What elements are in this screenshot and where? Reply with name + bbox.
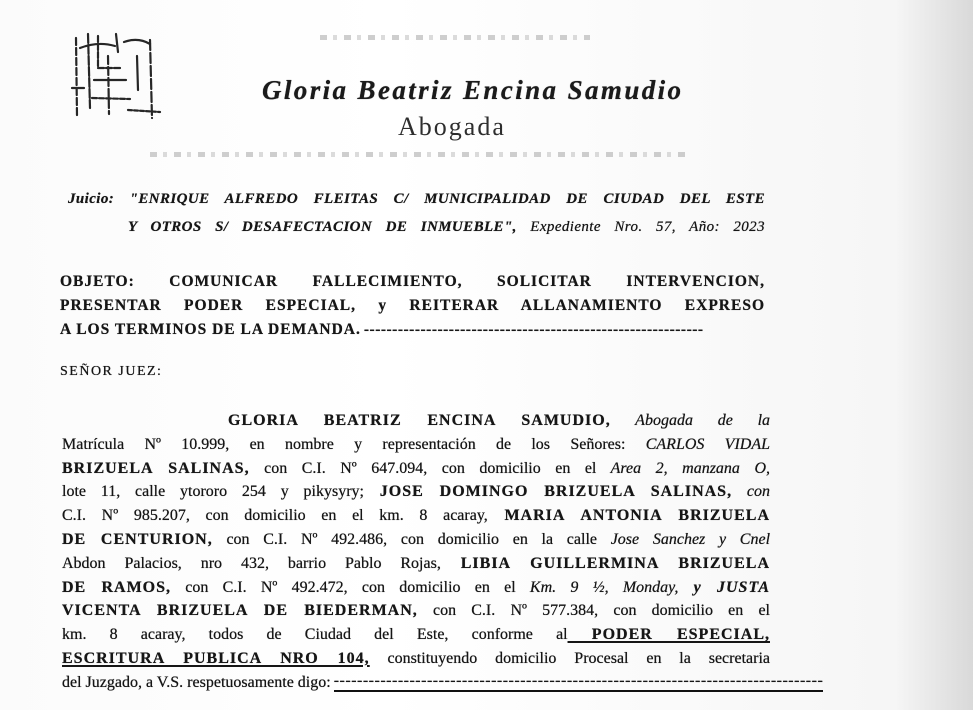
dash-leader: ------------------------------------------------------------------------------------ [334, 671, 824, 692]
text-run: Abogada de la [610, 412, 771, 429]
body-line [62, 409, 770, 433]
body-line [62, 576, 770, 600]
body-line [62, 552, 770, 576]
text-run: lote 11, calle ytororo 254 y pikysyry; [62, 483, 364, 501]
text-run: Abdon Palacios, nro 432, barrio Pablo Rojas, [62, 554, 441, 572]
body-line [62, 647, 770, 671]
underlined-text-run: PODER ESPECIAL, [567, 626, 770, 644]
text-run: con C.I. Nº 647.094, con domicilio en el [249, 459, 597, 477]
text-run: DE CENTURION, [62, 530, 213, 548]
text-run: y JUSTA [678, 578, 771, 596]
text-run: A LOS TERMINOS DE LA DEMANDA. [60, 321, 361, 338]
text-run: con C.I. Nº 492.486, con domicilio en la calle [212, 530, 597, 548]
text-run: BRIZUELA SALINAS, [62, 459, 250, 477]
text-run: Area 2, manzana O, [596, 459, 770, 477]
letterhead-name: Gloria Beatriz Encina Samudio [262, 75, 684, 105]
text-run: DE RAMOS, [62, 578, 172, 596]
illegible-address-line [150, 152, 690, 157]
text-run: Juicio: "ENRIQUE ALFREDO FLEITAS C/ MUNICIPALIDAD DE CIUDAD DEL ESTE [68, 191, 765, 207]
text-run: con C.I. Nº 492.472, con domicilio en el [171, 578, 516, 596]
underlined-text-run: ESCRITURA PUBLICA NRO 104, [62, 649, 370, 667]
text-run: PRESENTAR PODER ESPECIAL, y REITERAR ALLANAMIENTO EXPRESO [60, 297, 765, 314]
text-run: LIBIA GUILLERMINA BRIZUELA [440, 554, 770, 572]
body-line [62, 599, 770, 623]
salutation: SEÑOR JUEZ: [60, 364, 163, 379]
law-office-logo-icon [68, 28, 168, 123]
text-run: JOSE DOMINGO BRIZUELA SALINAS, [364, 483, 733, 501]
text-run: constituyendo domicilio Procesal en la secretaria [369, 649, 770, 667]
text-run: Jose Sanchez y Cnel [597, 530, 771, 548]
body-line [62, 504, 770, 528]
case-caption [68, 185, 765, 241]
text-run: MARIA ANTONIA BRIZUELA [487, 507, 770, 525]
objeto-line [60, 270, 765, 294]
text-run: con [732, 483, 771, 501]
body-line [62, 623, 770, 647]
objeto-line-text [60, 318, 361, 342]
text-run: C.I. Nº 985.207, con domicilio en el km. 8 acaray, [62, 507, 488, 525]
objeto-line [60, 318, 704, 342]
dash-leader: ------------------------------------------------------------ [363, 321, 704, 338]
text-run: km. 8 acaray, todos de Ciudad del Este, conforme al [62, 626, 568, 644]
text-run: Y OTROS S/ DESAFECTACION DE INMUEBLE", [128, 219, 517, 235]
body-line [62, 671, 824, 695]
body-line [62, 480, 770, 504]
caption-line [68, 185, 765, 213]
caption-line [68, 213, 765, 241]
text-run: Expediente Nro. 57, Año: 2023 [516, 219, 765, 235]
objeto-line [60, 294, 765, 318]
text-run: Matrícula Nº 10.999, en nombre y representación de los Señores: [62, 435, 626, 453]
text-run: CARLOS VIDAL [625, 435, 771, 453]
text-run: del Juzgado, a V.S. respetuosamente digo: [62, 673, 331, 691]
body-paragraph [62, 409, 824, 695]
text-run: con C.I. Nº 577.384, con domicilio en el [417, 602, 770, 620]
body-line [62, 528, 770, 552]
body-line-text [62, 671, 331, 695]
body-line [62, 433, 770, 457]
text-run: VICENTA BRIZUELA DE BIEDERMAN, [62, 602, 418, 620]
letterhead-title: Abogada [398, 112, 506, 141]
text-run: Km. 9 ½, Monday, [515, 578, 679, 596]
text-run: GLORIA BEATRIZ ENCINA SAMUDIO, [228, 412, 611, 429]
body-line [62, 457, 770, 481]
illegible-header-text [320, 35, 590, 40]
text-run: OBJETO: COMUNICAR FALLECIMIENTO, SOLICITAR INTERVENCION, [60, 273, 765, 290]
filing-object [60, 270, 765, 342]
